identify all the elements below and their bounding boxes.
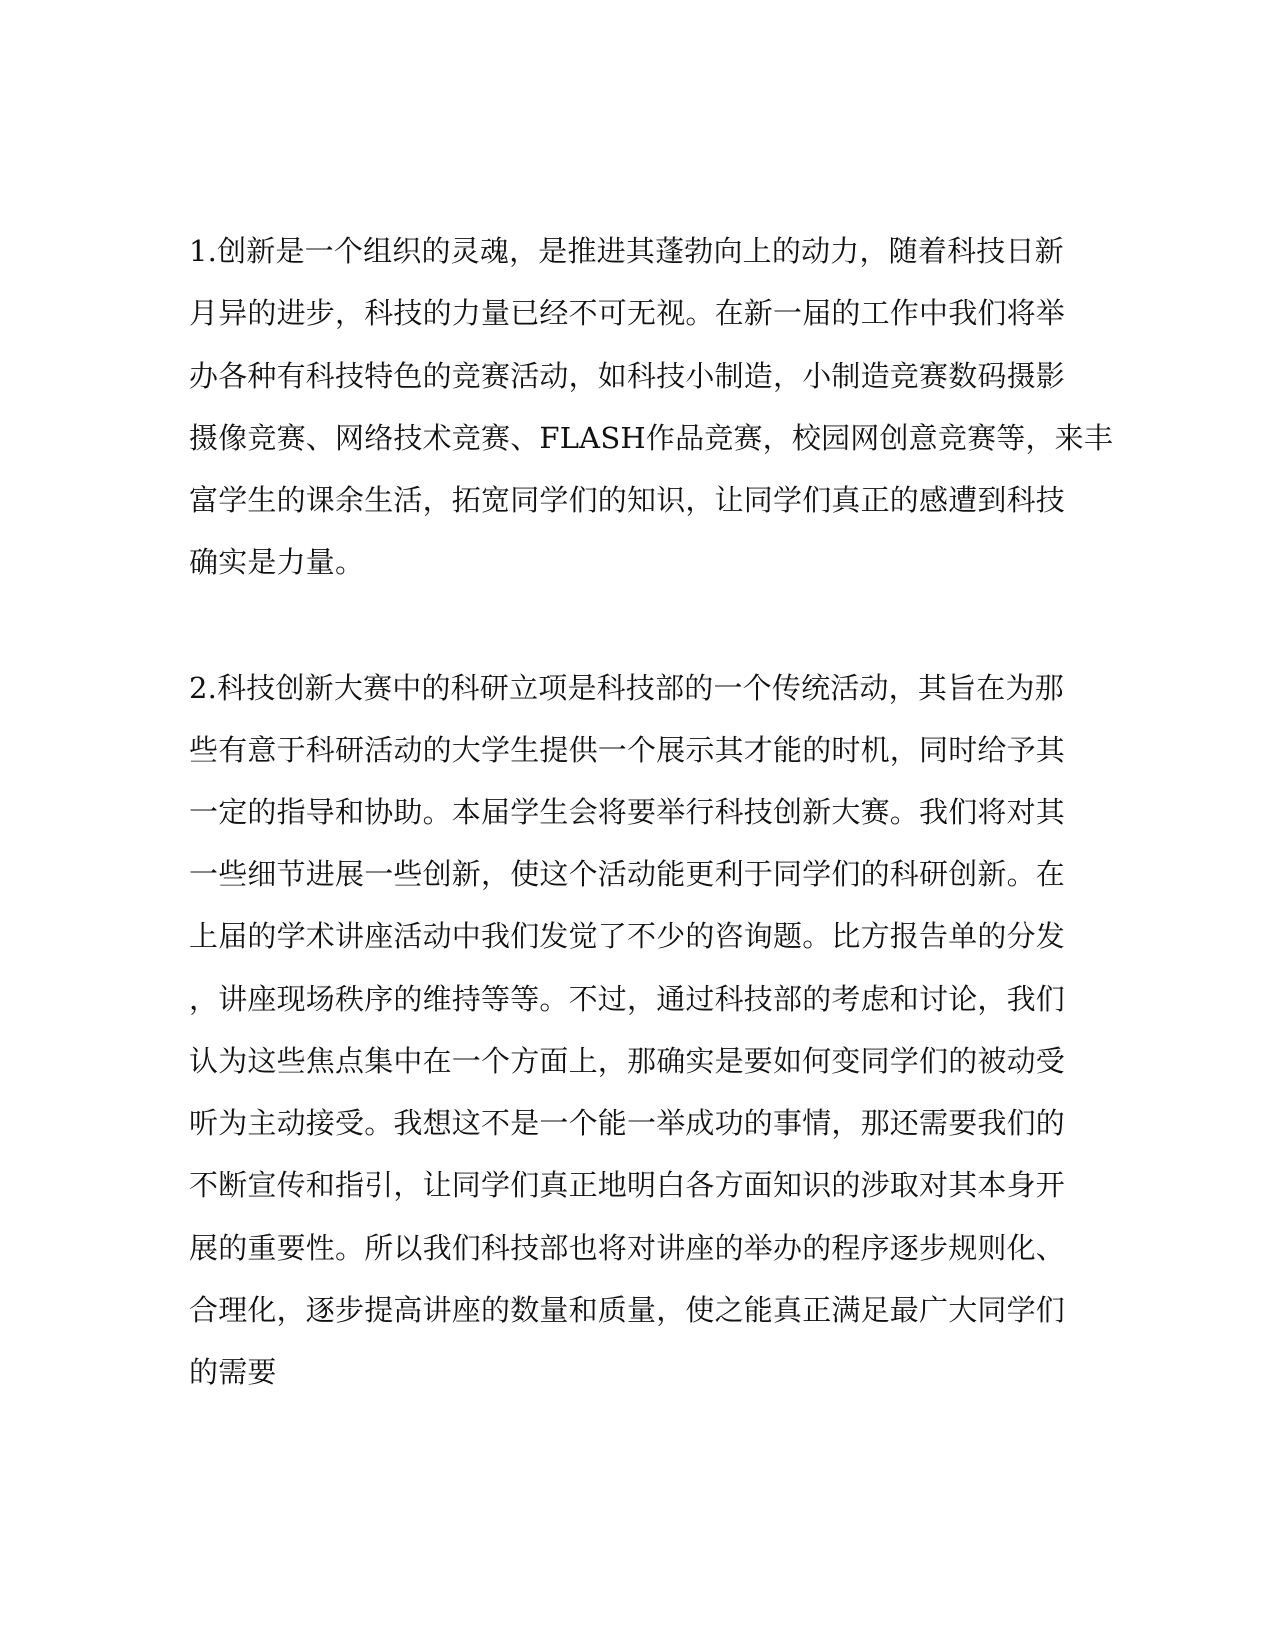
- paragraph-1-line-5: 富学生的课余生活，拓宽同学们的知识，让同学们真正的感遭到科技: [189, 483, 1066, 517]
- paragraph-2-line-2: 些有意于科研活动的大学生提供一个展示其才能的时机，同时给予其: [189, 733, 1066, 767]
- paragraph-2-line-9: 不断宣传和指引，让同学们真正地明白各方面知识的涉取对其本身开: [189, 1168, 1066, 1202]
- paragraph-1-line-2: 月异的进步，科技的力量已经不可无视。在新一届的工作中我们将举: [189, 296, 1066, 330]
- paragraph-2-line-11: 合理化，逐步提高讲座的数量和质量，使之能真正满足最广大同学们: [189, 1293, 1066, 1327]
- paragraph-2-line-5: 上届的学术讲座活动中我们发觉了不少的咨询题。比方报告单的分发: [189, 919, 1066, 953]
- paragraph-2-line-7: 认为这些焦点集中在一个方面上，那确实是要如何变同学们的被动受: [189, 1044, 1066, 1078]
- paragraph-1-line-3: 办各种有科技特色的竞赛活动，如科技小制造，小制造竞赛数码摄影: [189, 359, 1066, 393]
- paragraph-2-line-1: 2.科技创新大赛中的科研立项是科技部的一个传统活动，其旨在为那: [189, 671, 1064, 705]
- paragraph-1-line-1: 1.创新是一个组织的灵魂，是推进其蓬勃向上的动力，随着科技日新: [189, 234, 1064, 268]
- paragraph-2-line-8: 听为主动接受。我想这不是一个能一举成功的事情，那还需要我们的: [189, 1106, 1066, 1140]
- paragraph-2-line-3: 一定的指导和协助。本届学生会将要举行科技创新大赛。我们将对其: [189, 795, 1066, 829]
- paragraph-2-line-4: 一些细节进展一些创新，使这个活动能更利于同学们的科研创新。在: [189, 857, 1066, 891]
- paragraph-2-line-6: ，讲座现场秩序的维持等等。不过，通过科技部的考虑和讨论，我们: [189, 982, 1066, 1016]
- paragraph-1-line-6: 确实是力量。: [189, 545, 365, 579]
- paragraph-1-line-4: 摄像竞赛、网络技术竞赛、FLASH作品竞赛，校园网创意竞赛等，来丰: [189, 421, 1114, 455]
- paragraph-2-line-10: 展的重要性。所以我们科技部也将对讲座的举办的程序逐步规则化、: [189, 1231, 1066, 1265]
- paragraph-2-line-12: 的需要: [189, 1355, 277, 1389]
